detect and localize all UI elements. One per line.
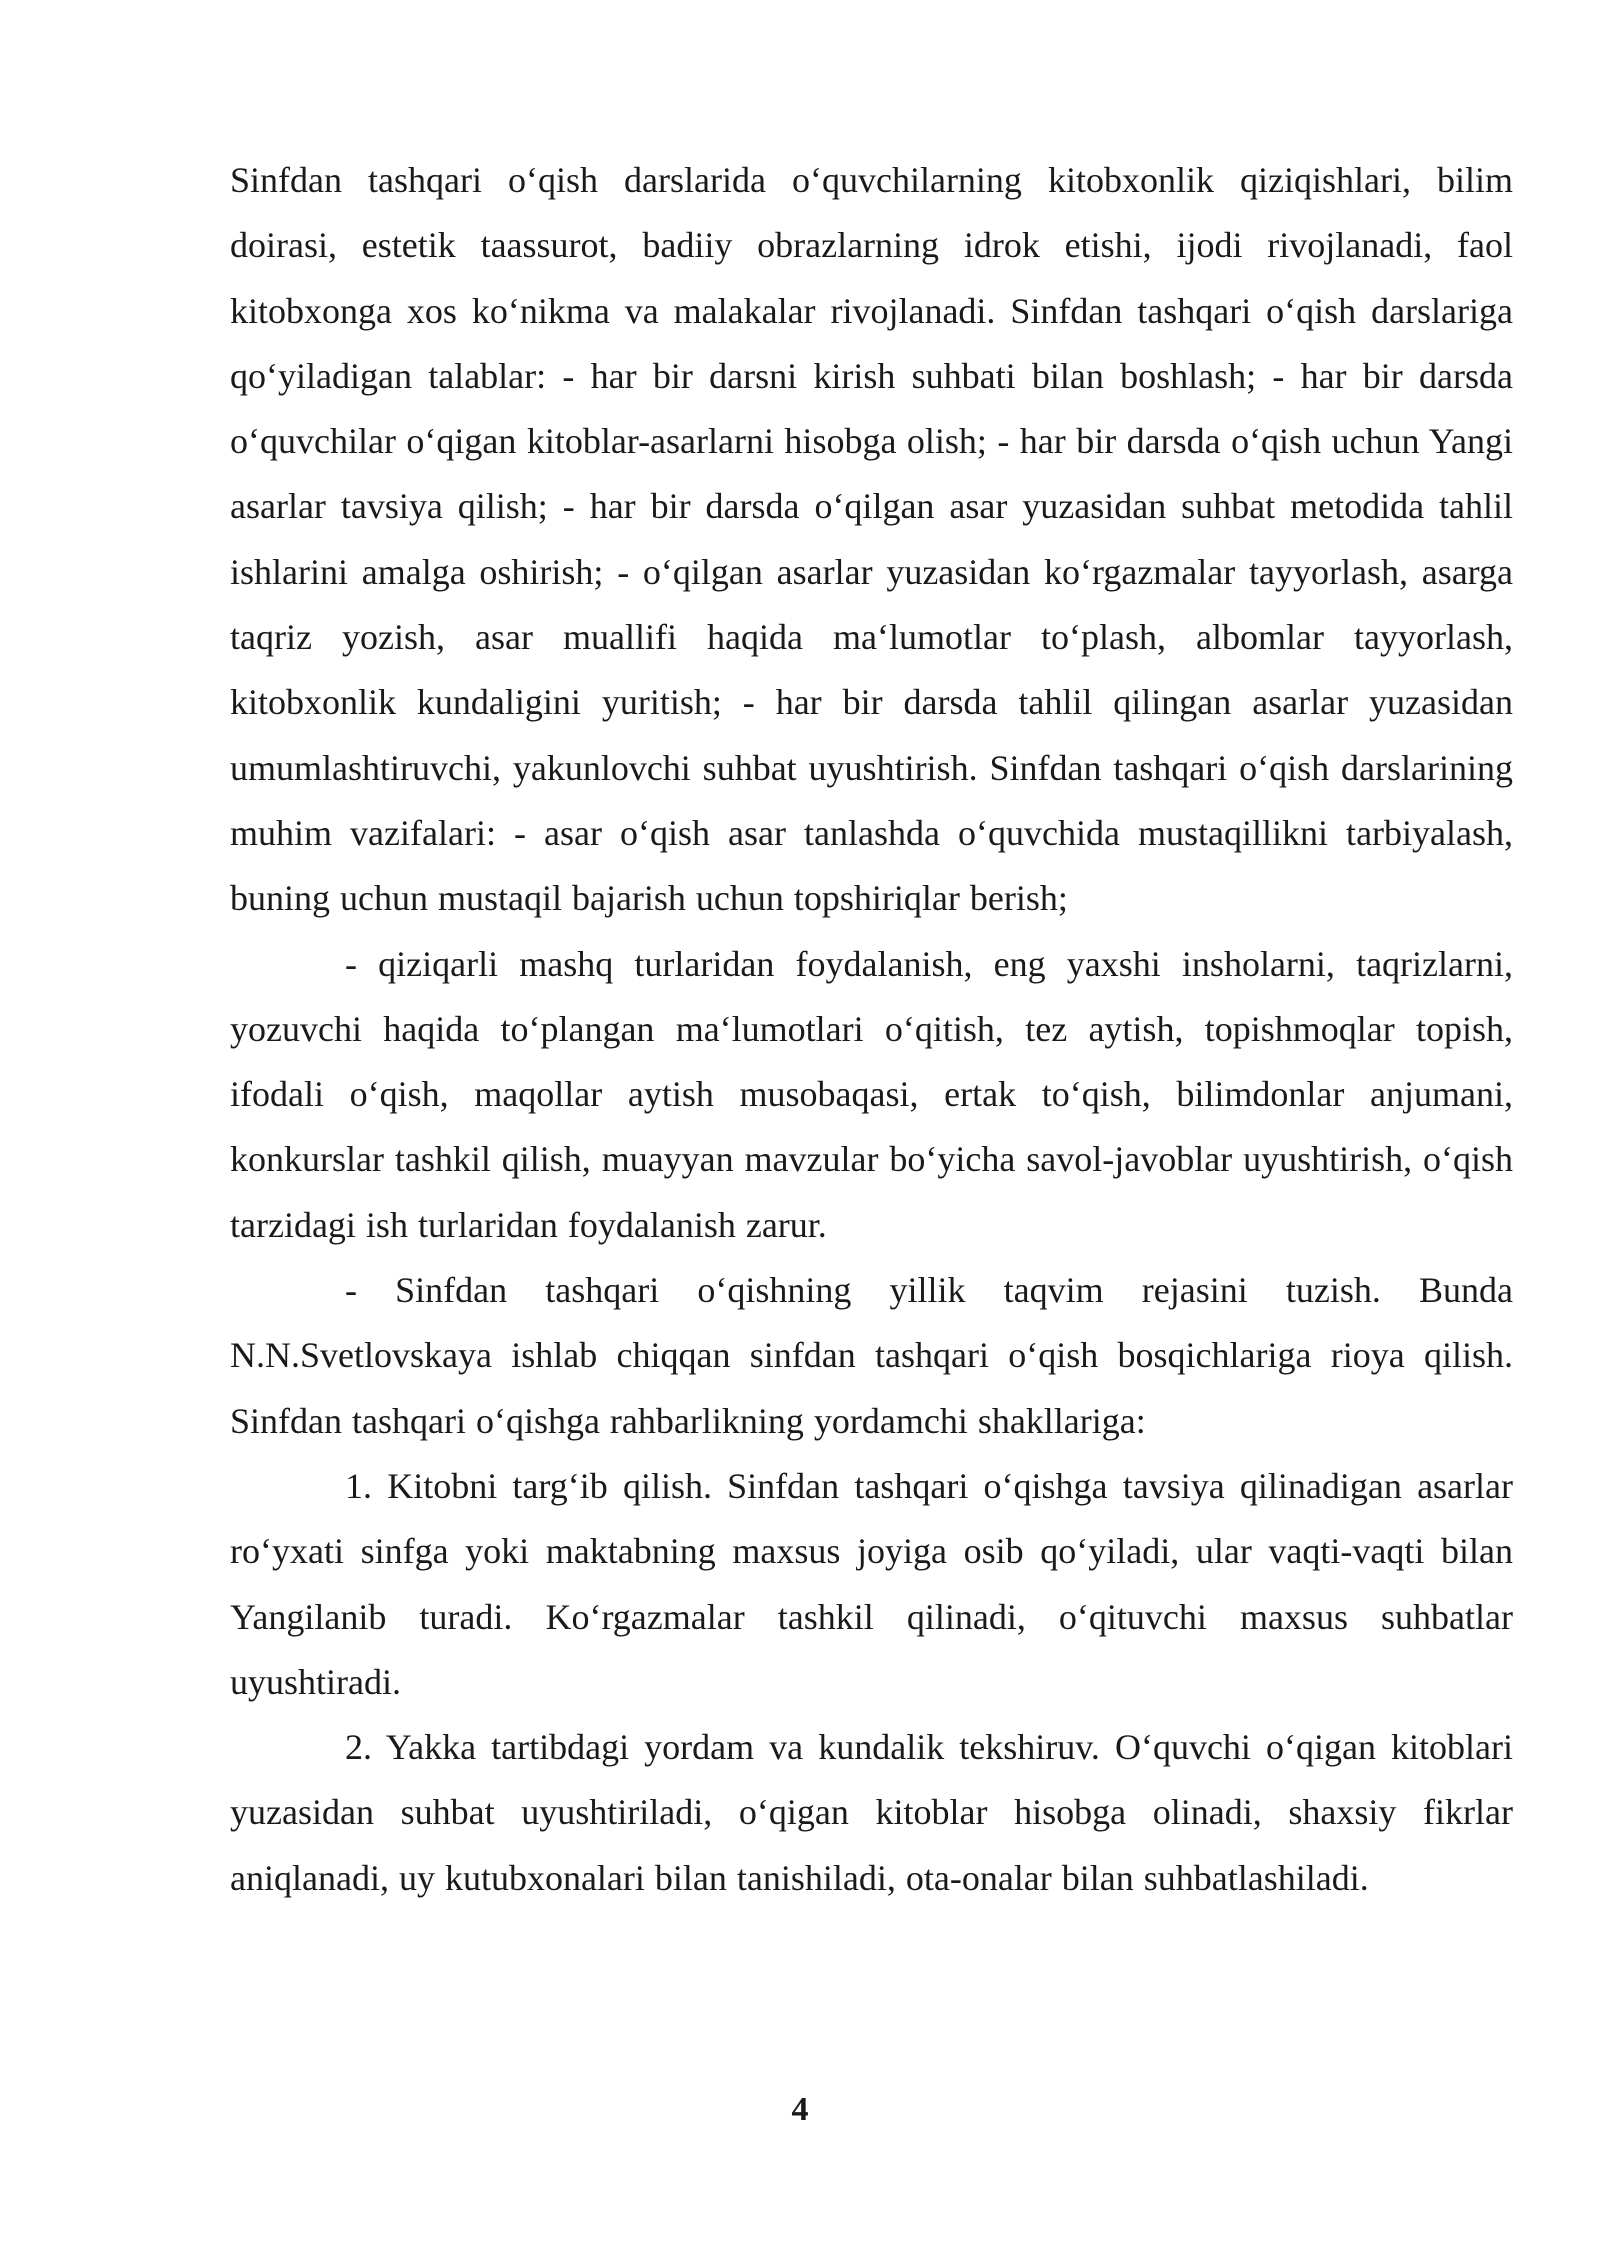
- paragraph-2: - qiziqarli mashq turlaridan foydalanish, eng yaxshi insholarni, taqrizlarni, yozuvchi haqida to‘plangan ma‘lumotlari o‘qitish, tez aytish, topishmoqlar topish, ifodali o‘qish, maqollar aytish musobaqasi, ertak to‘qish, bilimdonlar anjumani, konkurslar tashkil qilish, muayyan mavzular bo‘yicha savol-javoblar uyushtirish, o‘qish tarzidagi ish turlaridan foydalanish zarur.: [230, 943, 1513, 1245]
- paragraph-5: 2. Yakka tartibdagi yordam va kundalik tekshiruv. O‘quvchi o‘qigan kitoblari yuzasidan suhbat uyushtiriladi, o‘qigan kitoblar hisobga olinadi, shaxsiy fikrlar aniqlanadi, uy kutubxonalari bilan tanishiladi, ota-onalar bilan suhbatlashiladi.: [230, 1727, 1513, 1898]
- paragraph-4: 1. Kitobni targ‘ib qilish. Sinfdan tashqari o‘qishga tavsiya qilinadigan asarlar ro‘yxati sinfga yoki maktabning maxsus joyiga osib qo‘yiladi, ular vaqti-vaqti bilan Yangilanib turadi. Ko‘rgazmalar tashkil qilinadi, o‘qituvchi maxsus suhbatlar uyushtiradi.: [230, 1465, 1513, 1702]
- paragraph-3: - Sinfdan tashqari o‘qishning yillik taqvim rejasini tuzish. Bunda N.N.Svetlovskaya ishlab chiqqan sinfdan tashqari o‘qish bosqichlariga rioya qilish. Sinfdan tashqari o‘qishga rahbarlikning yordamchi shakllariga:: [230, 1270, 1513, 1441]
- paragraph-1: Sinfdan tashqari o‘qish darslarida o‘quvchilarning kitobxonlik qiziqishlari, bilim doirasi, estetik taassurot, badiiy obrazlarning idrok etishi, ijodi rivojlanadi, faol kitobxonga xos ko‘nikma va malakalar rivojlanadi. Sinfdan tashqari o‘qish darslariga qo‘yiladigan talablar: - har bir darsni kirish suhbati bilan boshlash; - har bir darsda o‘quvchilar o‘qigan kitoblar-asarlarni hisobga olish; - har bir darsda o‘qish uchun Yangi asarlar tavsiya qilish; - har bir darsda o‘qilgan asar yuzasidan suhbat metodida tahlil ishlarini amalga oshirish; - o‘qilgan asarlar yuzasidan ko‘rgazmalar tayyorlash, asarga taqriz yozish, asar muallifi haqida ma‘lumotlar to‘plash, albomlar tayyorlash, kitobxonlik kundaligini yuritish; - har bir darsda tahlil qilingan asarlar yuzasidan umumlashtiruvchi, yakunlovchi suhbat uyushtirish. Sinfdan tashqari o‘qish darslarining muhim vazifalari: - asar o‘qish asar tanlashda o‘quvchida mustaqillikni tarbiyalash, buning uchun mustaqil bajarish uchun topshiriqlar berish;: [230, 160, 1513, 919]
- page-number: 4: [791, 2091, 809, 2128]
- body-text: [230, 148, 1513, 1911]
